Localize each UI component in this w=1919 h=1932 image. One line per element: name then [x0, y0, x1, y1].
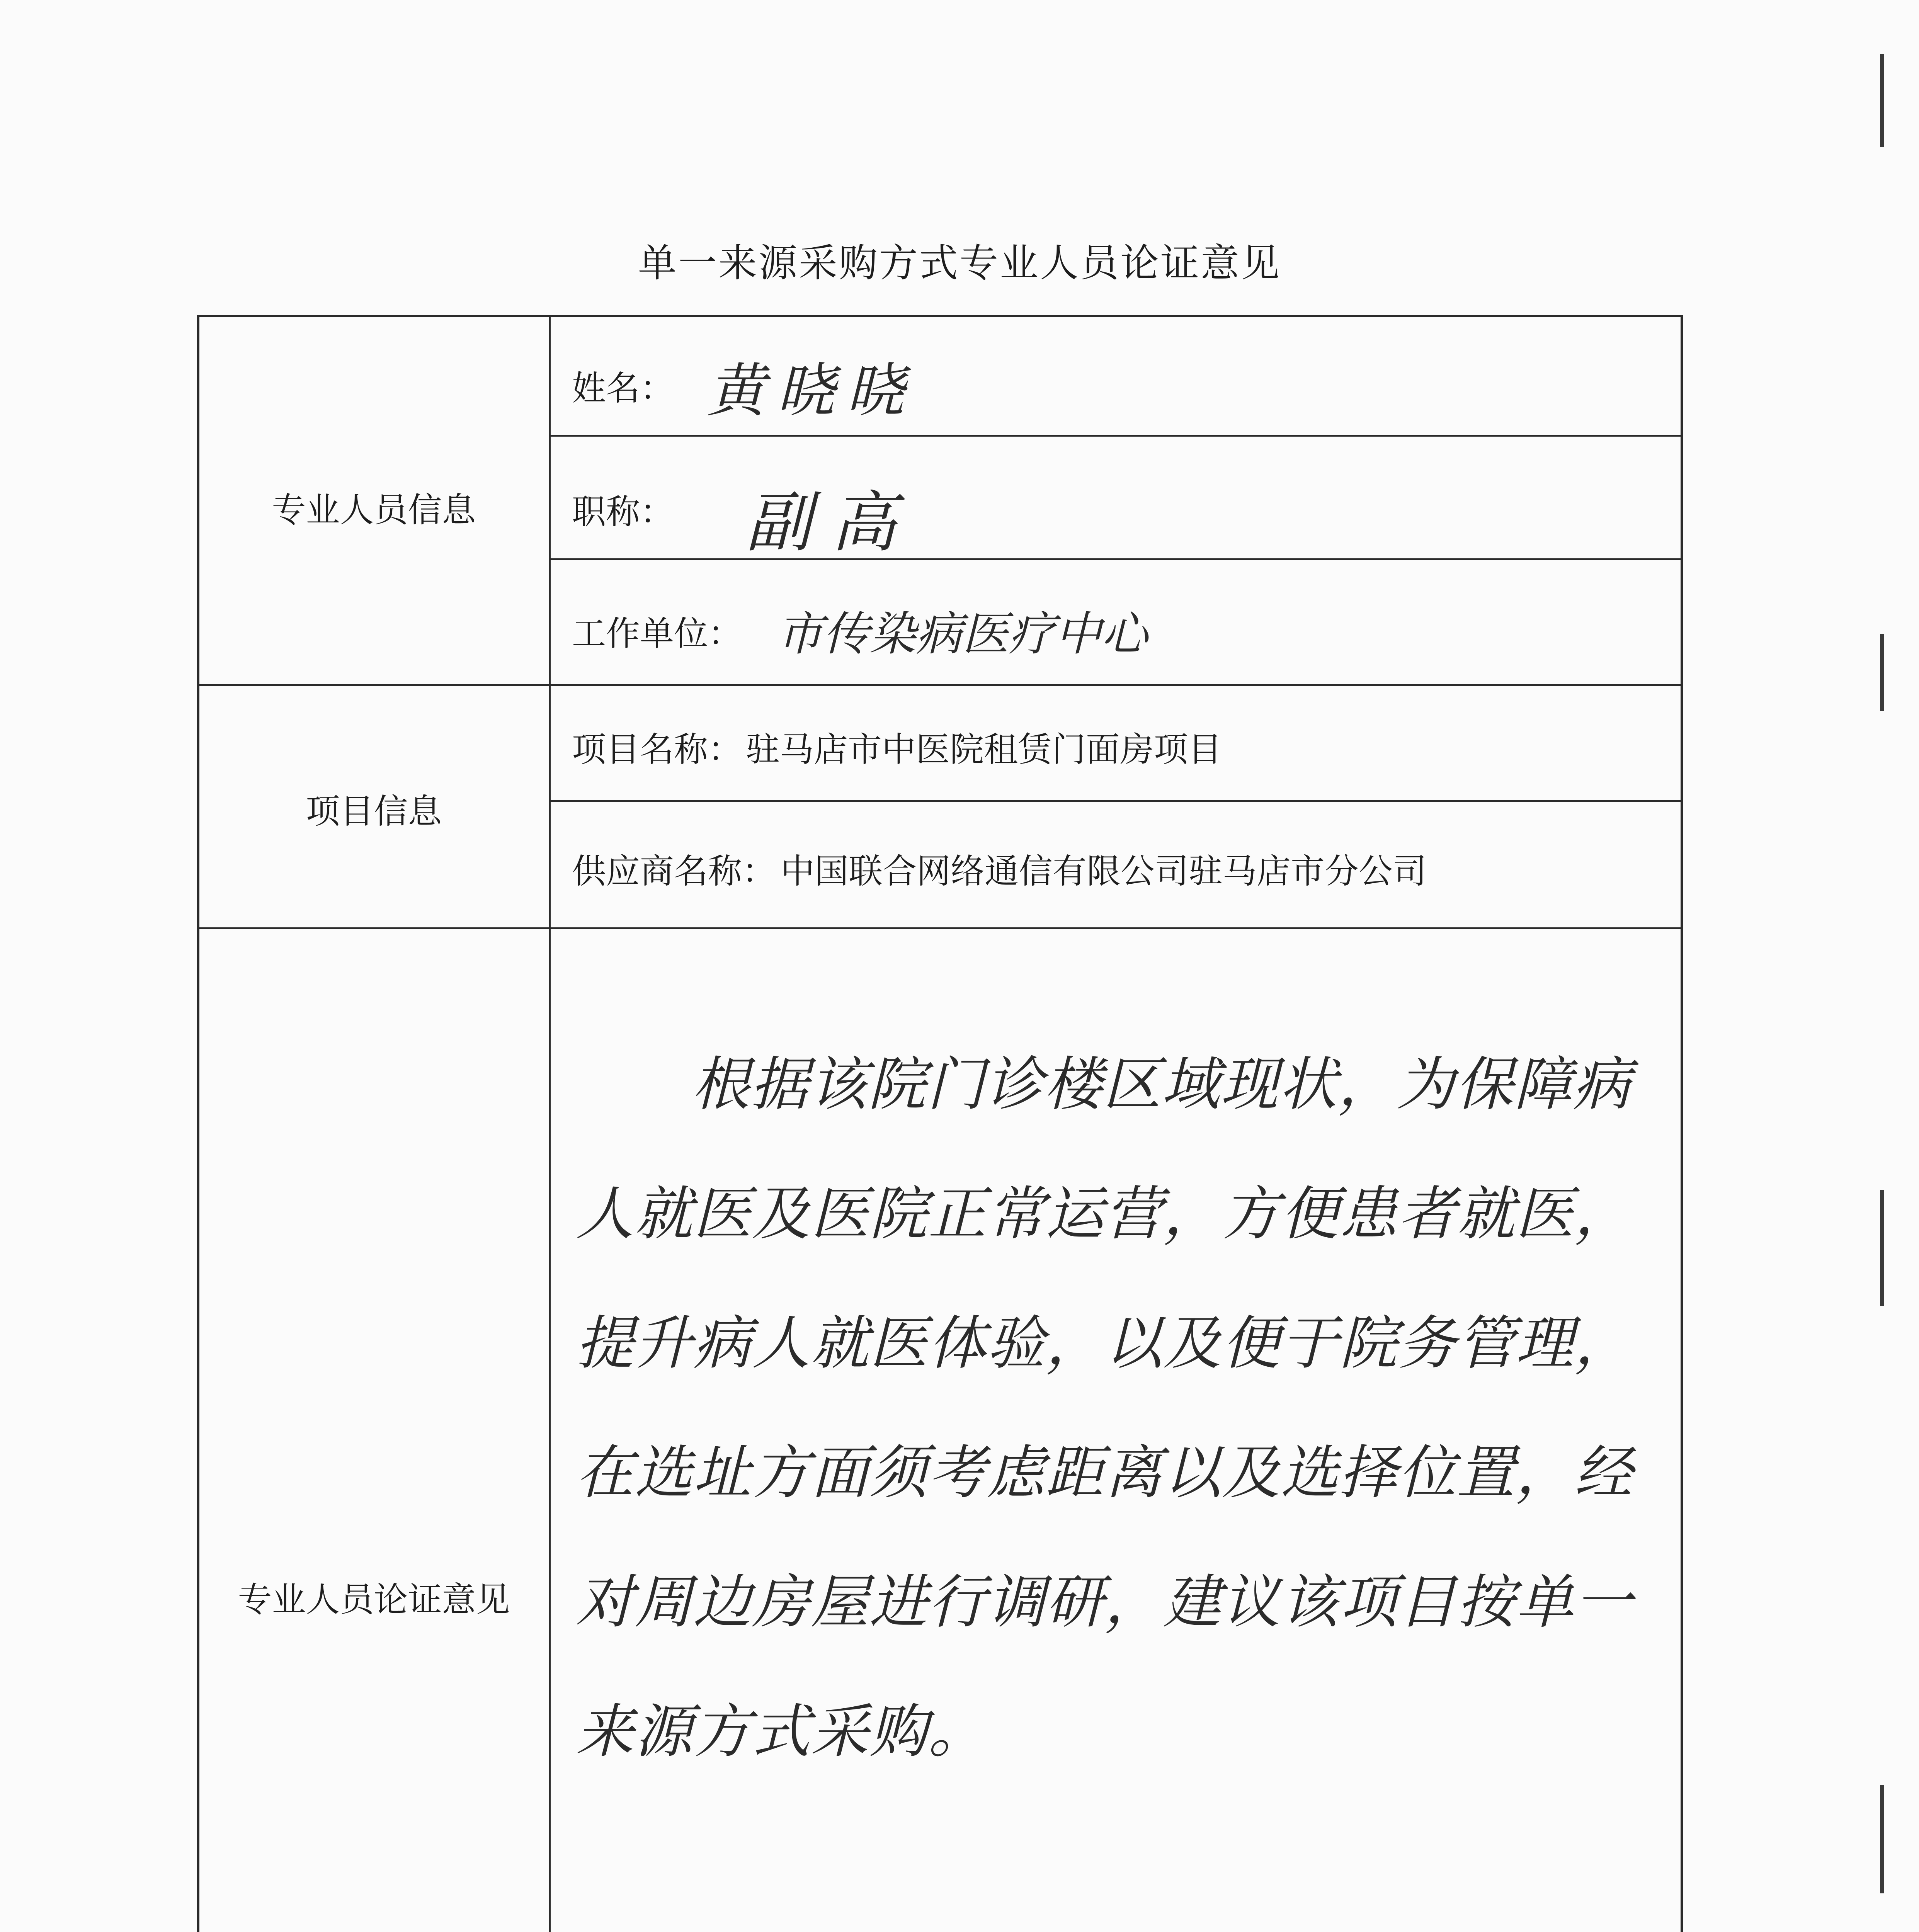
title-handwritten: 副高: [746, 485, 916, 561]
row-divider: [549, 558, 1683, 560]
supplier-label: 供应商名称：: [572, 851, 776, 891]
section-personnel-info: 专业人员信息: [272, 490, 476, 530]
section-project-info: 项目信息: [306, 791, 442, 831]
supplier-value: 中国联合网络通信有限公司驻马店市分公司: [781, 851, 1427, 891]
document-title: 单一来源采购方式专业人员论证意见: [638, 240, 1281, 286]
row-divider: [549, 800, 1683, 802]
unit-label: 工作单位：: [572, 614, 742, 653]
row-divider: [197, 684, 1683, 686]
scan-artifact: [1880, 54, 1884, 147]
project-name-value: 驻马店市中医院租赁门面房项目: [746, 730, 1222, 769]
name-label: 姓名：: [572, 368, 674, 408]
title-label: 职称：: [572, 492, 674, 532]
row-divider: [197, 927, 1683, 929]
project-name-label: 项目名称：: [572, 730, 742, 769]
section-opinion: 专业人员论证意见: [238, 1580, 510, 1619]
column-divider: [549, 315, 551, 1932]
name-handwritten: 黄晓晓: [707, 357, 916, 425]
unit-handwritten: 市传染病医疗中心: [777, 607, 1148, 661]
opinion-handwritten: 根据该院门诊楼区域现状，为保障病人就医及医院正常运营，方便患者就医，提升病人就医体验，以及便于院务管理，在选址方面须考虑距离以及选择位置，经对周边房屋进行调研，建议该项目按单一来源方式采购。: [576, 1051, 1633, 1765]
scan-artifact: [1880, 1190, 1884, 1306]
row-divider: [549, 435, 1683, 437]
scan-artifact: [1880, 1785, 1884, 1893]
scan-artifact: [1880, 634, 1884, 711]
